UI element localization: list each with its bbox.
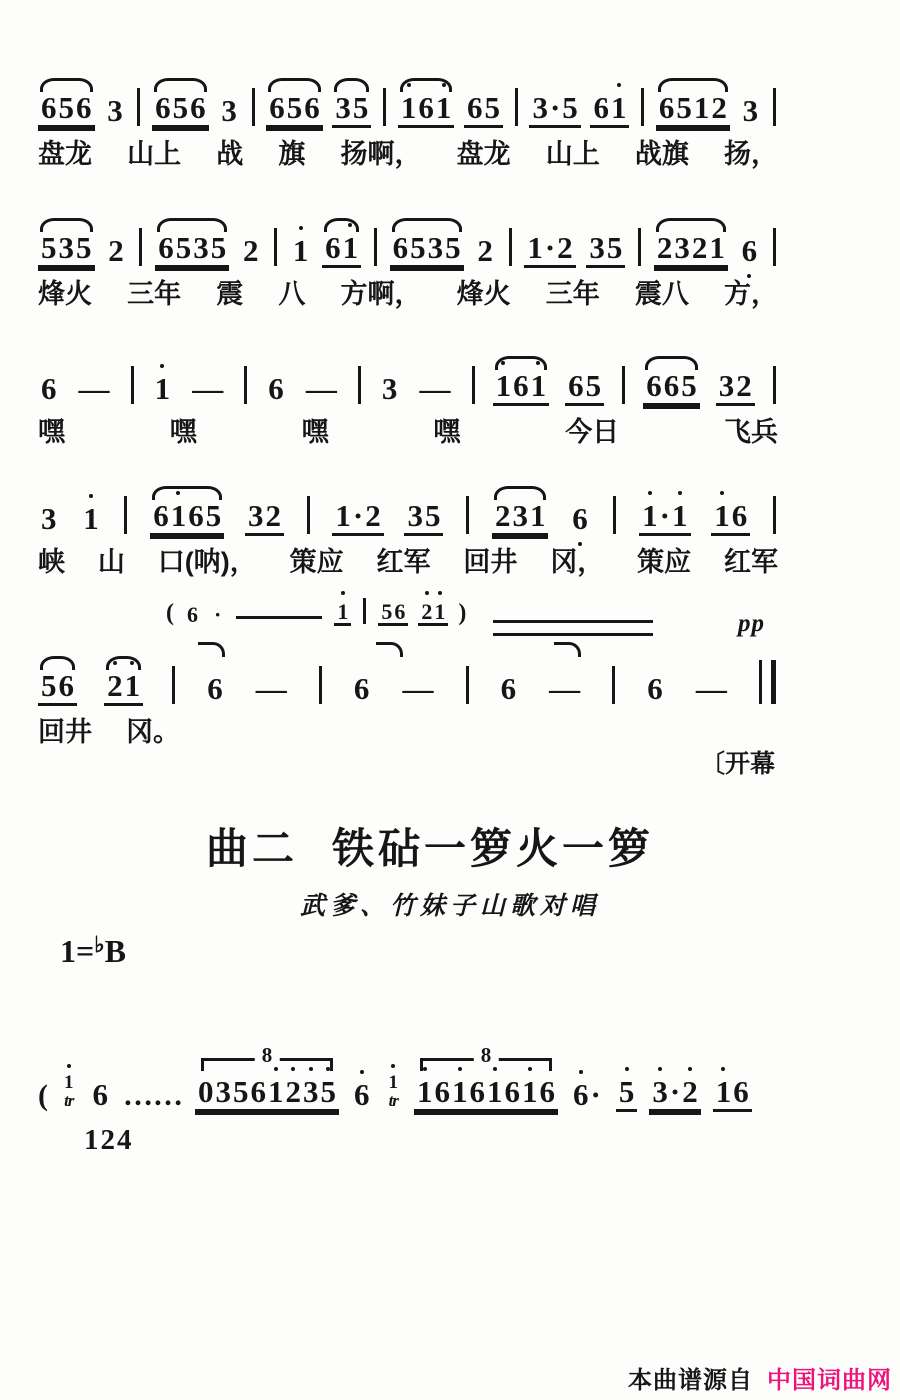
lyric-word: 山上 [545,139,600,169]
lyric-word: 回井 [38,717,92,747]
note-group: 6 [268,371,284,407]
lyric-word: 冈。 [126,717,180,747]
note-group: 6 [354,1077,370,1113]
lyric-word: 嘿 [38,417,65,447]
barline [622,366,625,404]
barline [612,666,615,704]
lyric-word: 红军 [723,547,778,577]
note-group: 2 [477,233,493,269]
notation-text: ( [38,1079,48,1112]
note-group: 1 [83,501,99,537]
barline [172,666,175,704]
note-group: 5 6 [38,670,77,706]
note-group: 3 [742,93,759,129]
note-group: 2 3 2 1 [654,232,728,268]
barline [613,496,616,534]
note-group: — [255,671,287,707]
barline [773,366,776,404]
score-system-5 [38,598,778,778]
note-group: 6 [92,1077,108,1113]
note-group: 1 [154,371,171,407]
note-group: 6 5 1 2 [656,92,730,128]
song-title-text: 铁砧一箩火一箩 [332,825,655,872]
octave-8-label: 8 [255,1045,280,1066]
lyric-line-5 [38,718,778,748]
notation-line-1 [38,76,778,128]
barline [274,228,277,266]
note-group: 6 1 6 5 [150,500,224,536]
note-group: 6 5 [565,370,604,406]
barline [773,88,776,126]
note-group: 6 5 6 [38,92,95,128]
barline [515,88,518,126]
trill-symbol [388,1073,400,1108]
score-system-1 [38,76,778,170]
note-group: — [305,371,337,407]
octave-8-label: 8 [474,1045,499,1066]
note-group: 3 [107,93,123,129]
lyric-word: 嘿 [169,417,197,447]
note-group: 6 [647,671,663,707]
barline [466,496,469,534]
note-group: 8 0 3 5 6 1 2 3 5 [195,1076,339,1112]
lyric-word: 烽火 [38,279,92,309]
key-prefix: 1= [60,933,95,969]
notation-line-4 [38,484,778,536]
note-group: 3 5 [586,232,625,268]
notation-text: …… [123,1079,183,1112]
note-group: 6 5 6 [152,92,209,128]
note-group: 2 1 [104,670,143,706]
barline [641,88,644,126]
note-group: 3 · 5 [529,92,580,128]
dynamic-marking: pp [738,610,765,637]
note-group: 2 1 [418,600,448,626]
final-barline [759,660,776,704]
lyric-word: 战旗 [634,139,689,169]
note-group: 6 [741,233,758,269]
note-group: 5 3 5 [38,232,95,268]
lyric-word: 峡 [38,547,65,577]
footer-credit [628,1360,892,1395]
song-subtitle: 武爹、竹妹子山歌对唱 [299,892,600,920]
note-group: 1 6 [713,1076,752,1112]
lyric-word: 冈， [550,547,605,577]
notation-line-5 [38,654,778,706]
lyric-word: 扬啊， [340,139,422,169]
lyric-word: 山 [97,547,125,577]
note-group: 2 3 1 [492,500,549,536]
lyric-word: 方啊， [340,279,422,309]
lyric-word: 嘿 [433,417,461,447]
song-title [0,816,860,876]
note-group: 5 [616,1076,638,1112]
barline [307,496,310,534]
lyric-word: 震 [216,279,244,309]
barline [509,228,512,266]
lyric-word: 策应 [289,547,344,577]
stage-direction: 〔开幕 [700,750,776,778]
barline [472,366,475,404]
flat-sign: ♭ [94,932,105,957]
note-group: 6 5 6 [266,92,323,128]
notation-line-2 [38,216,778,268]
lyric-word: 嘿 [301,417,329,447]
trill-symbol [63,1073,75,1108]
lyric-word: 战 [216,139,244,169]
note-group: 2 [242,233,259,269]
note-group: 6 [500,671,517,707]
score-system-3 [38,354,778,448]
lyric-word: 盘龙 [456,139,511,169]
barline [466,666,469,704]
note-group: 1 · 2 [332,500,383,536]
lyric-word: 旗 [278,139,306,169]
note-group: — [402,671,434,707]
footer-brand-link[interactable]: 中国词曲网 [767,1367,892,1394]
lyric-line-1 [38,140,778,170]
lyric-word: 盘龙 [38,139,92,169]
note-group: 3 2 [245,500,284,536]
lyric-word: 烽火 [456,279,511,309]
trill-tr-glyph: tr [388,1090,398,1110]
note-group: 3 [381,371,398,407]
lyric-line-4 [38,548,778,578]
page-number: 124 [84,1124,134,1156]
extension-line [236,616,322,619]
trill-tr-glyph: tr [64,1090,74,1110]
lyric-word: 八 [278,279,306,309]
notation-text: ( [166,599,174,626]
note-group: 6 · [573,1077,601,1113]
note-group: 1 [64,1071,74,1093]
lyric-word: 方， [724,279,778,309]
barline [773,496,776,534]
barline [244,366,247,404]
lyric-line-3 [38,418,778,448]
lyric-word: 震八 [634,279,689,309]
key-signature [60,932,126,970]
lyric-word: 口(呐)， [157,547,257,577]
barline [383,88,386,126]
note-group: 6 6 5 [643,370,700,406]
barline [139,228,142,266]
barline [137,88,140,126]
note-group: 2 [108,233,124,269]
note-group: 6 [207,671,223,707]
lyric-word: 扬， [724,139,778,169]
note-group: 3 [41,501,57,537]
footer-credit-text: 本曲谱源自 [628,1367,753,1394]
lyric-word: 飞兵 [723,417,778,447]
lyric-word: 山上 [127,139,182,169]
note-group: 3 2 [716,370,755,406]
lyric-line-2 [38,280,778,310]
key-letter: B [104,933,126,969]
barline [124,496,127,534]
note-group: — [695,671,727,707]
note-group: 6 5 [464,92,503,128]
note-group: 1 6 1 [493,370,550,406]
barline [252,88,255,126]
note-group: 1 [334,600,351,626]
note-group: 3 5 [332,92,371,128]
barline [131,366,134,404]
barline [319,666,322,704]
note-group: 5 6 [378,600,408,626]
note-group: 1 [292,233,309,269]
note-group: 6 [353,671,370,707]
score-intro-line [38,1032,868,1112]
note-group: — [192,371,224,407]
lyric-word: 红军 [376,547,431,577]
note-group: · [214,601,222,627]
notation-intro [38,1032,868,1112]
barline [363,598,366,624]
note-group: 1 · 1 [639,500,690,536]
score-system-4 [38,484,778,578]
note-group: 6 1 [590,92,629,128]
tie-lines [493,620,653,636]
barline [638,228,641,266]
notation-text: ) [458,599,467,626]
barline [773,228,776,266]
note-group: 8 1 6 1 6 1 6 1 6 [414,1076,558,1112]
note-group: 6 1 [322,232,361,268]
note-group: 6 [187,601,198,627]
note-group: — [419,371,451,407]
score-system-2 [38,216,778,310]
barline [374,228,377,266]
note-group: 6 5 3 5 [155,232,229,268]
note-group: 3 [221,93,237,129]
note-group: 6 5 3 5 [390,232,464,268]
lyric-word: 三年 [545,279,600,309]
lyric-word: 策应 [637,547,692,577]
lyric-word: 今日 [565,417,620,447]
note-group: 3 5 [404,500,443,536]
song-number: 曲二 [205,825,298,872]
note-group: 1 · 2 [524,232,575,268]
lyric-word: 三年 [127,279,182,309]
note-group: 1 6 [711,500,750,536]
note-group: 3 · 2 [649,1076,700,1112]
note-group: — [78,371,110,407]
note-group: 6 [41,371,57,407]
barline [358,366,361,404]
note-group: 1 6 1 [398,92,455,128]
lyric-word: 回井 [463,547,518,577]
note-group: 6 [572,501,588,537]
note-group: — [549,671,581,707]
notation-line-3 [38,354,778,406]
grace-notes-line [166,598,466,626]
note-group: 1 [388,1071,398,1093]
